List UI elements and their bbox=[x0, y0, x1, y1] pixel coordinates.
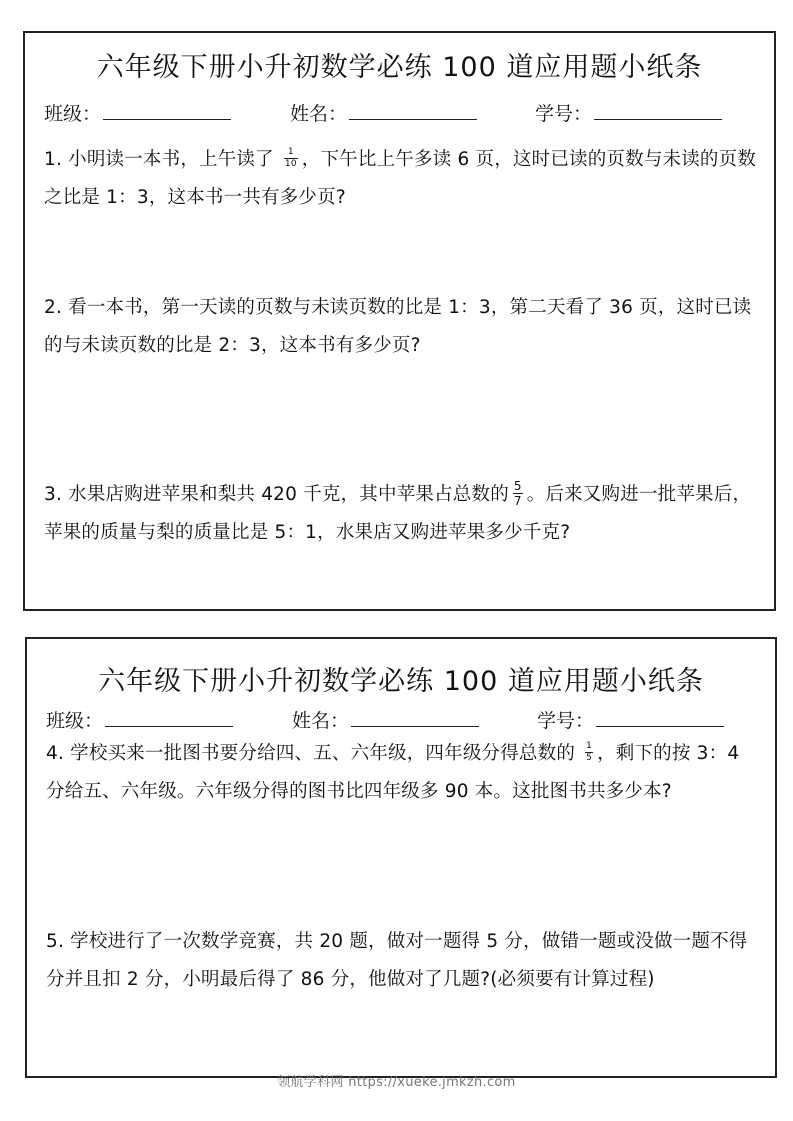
class-blank-line bbox=[103, 101, 231, 120]
question-1 bbox=[44, 141, 756, 216]
fraction-numerator: 1 bbox=[586, 740, 593, 751]
class-field bbox=[44, 99, 231, 126]
student-info-row bbox=[25, 99, 774, 125]
name-field bbox=[292, 706, 479, 733]
fraction bbox=[513, 480, 523, 507]
question-text-before: 4. 学校买来一批图书要分给四、五、六年级，四年级分得总数的 bbox=[46, 743, 582, 764]
name-blank-line bbox=[349, 101, 477, 120]
question-text-before: 1. 小明读一本书，上午读了 bbox=[44, 149, 280, 170]
exercise-slip-2 bbox=[25, 637, 777, 1078]
question-text-after: 。后来又购进一批苹果后，苹果的质量与梨的质量比是 5：1，水果店又购进苹果多少千克? bbox=[44, 484, 752, 543]
fraction-denominator: 10 bbox=[284, 158, 297, 169]
class-label: 班级： bbox=[46, 710, 104, 732]
question-4 bbox=[46, 735, 758, 810]
name-label: 姓名： bbox=[292, 710, 350, 732]
student-number-label: 学号： bbox=[535, 103, 593, 125]
student-number-field bbox=[535, 99, 722, 126]
class-label: 班级： bbox=[44, 103, 102, 125]
student-number-blank-line bbox=[596, 708, 724, 727]
fraction-denominator: 5 bbox=[586, 752, 593, 763]
footer-watermark: 领航学科网 https://xueke.jmkzh.com bbox=[277, 1075, 516, 1090]
question-5 bbox=[46, 923, 758, 998]
question-3 bbox=[44, 476, 756, 551]
question-text-after: ，剩下的按 3：4 分给五、六年级。六年级分得的图书比四年级多 90 本。这批图书共多少本? bbox=[46, 743, 740, 802]
name-blank-line bbox=[351, 708, 479, 727]
slip-title: 六年级下册小升初数学必练 100 道应用题小纸条 bbox=[96, 52, 703, 83]
question-text: 5. 学校进行了一次数学竞赛，共 20 题，做对一题得 5 分，做错一题或没做一题不得分并且扣 2 分，小明最后得了 86 分，他做对了几题?(必须要有计算过程) bbox=[46, 931, 748, 990]
class-field bbox=[46, 706, 233, 733]
question-2 bbox=[44, 289, 756, 364]
question-text-before: 3. 水果店购进苹果和梨共 420 千克，其中苹果占总数的 bbox=[44, 484, 509, 505]
fraction bbox=[284, 148, 298, 169]
student-info-row bbox=[27, 706, 775, 732]
class-blank-line bbox=[105, 708, 233, 727]
exercise-slip-1 bbox=[23, 31, 776, 611]
student-number-label: 学号： bbox=[537, 710, 595, 732]
student-number-field bbox=[537, 706, 724, 733]
fraction bbox=[585, 742, 593, 763]
question-text: 2. 看一本书，第一天读的页数与未读页数的比是 1：3，第二天看了 36 页，这时已读的与未读页数的比是 2：3，这本书有多少页? bbox=[44, 297, 752, 356]
name-label: 姓名： bbox=[290, 103, 348, 125]
fraction-numerator: 1 bbox=[287, 146, 294, 157]
student-number-blank-line bbox=[594, 101, 722, 120]
fraction-numerator: 5 bbox=[513, 478, 522, 493]
question-text-after: ，下午比上午多读 6 页，这时已读的页数与未读的页数之比是 1：3，这本书一共有多少页? bbox=[44, 149, 757, 208]
fraction-denominator: 7 bbox=[513, 493, 522, 508]
name-field bbox=[290, 99, 477, 126]
slip-title: 六年级下册小升初数学必练 100 道应用题小纸条 bbox=[98, 666, 704, 697]
